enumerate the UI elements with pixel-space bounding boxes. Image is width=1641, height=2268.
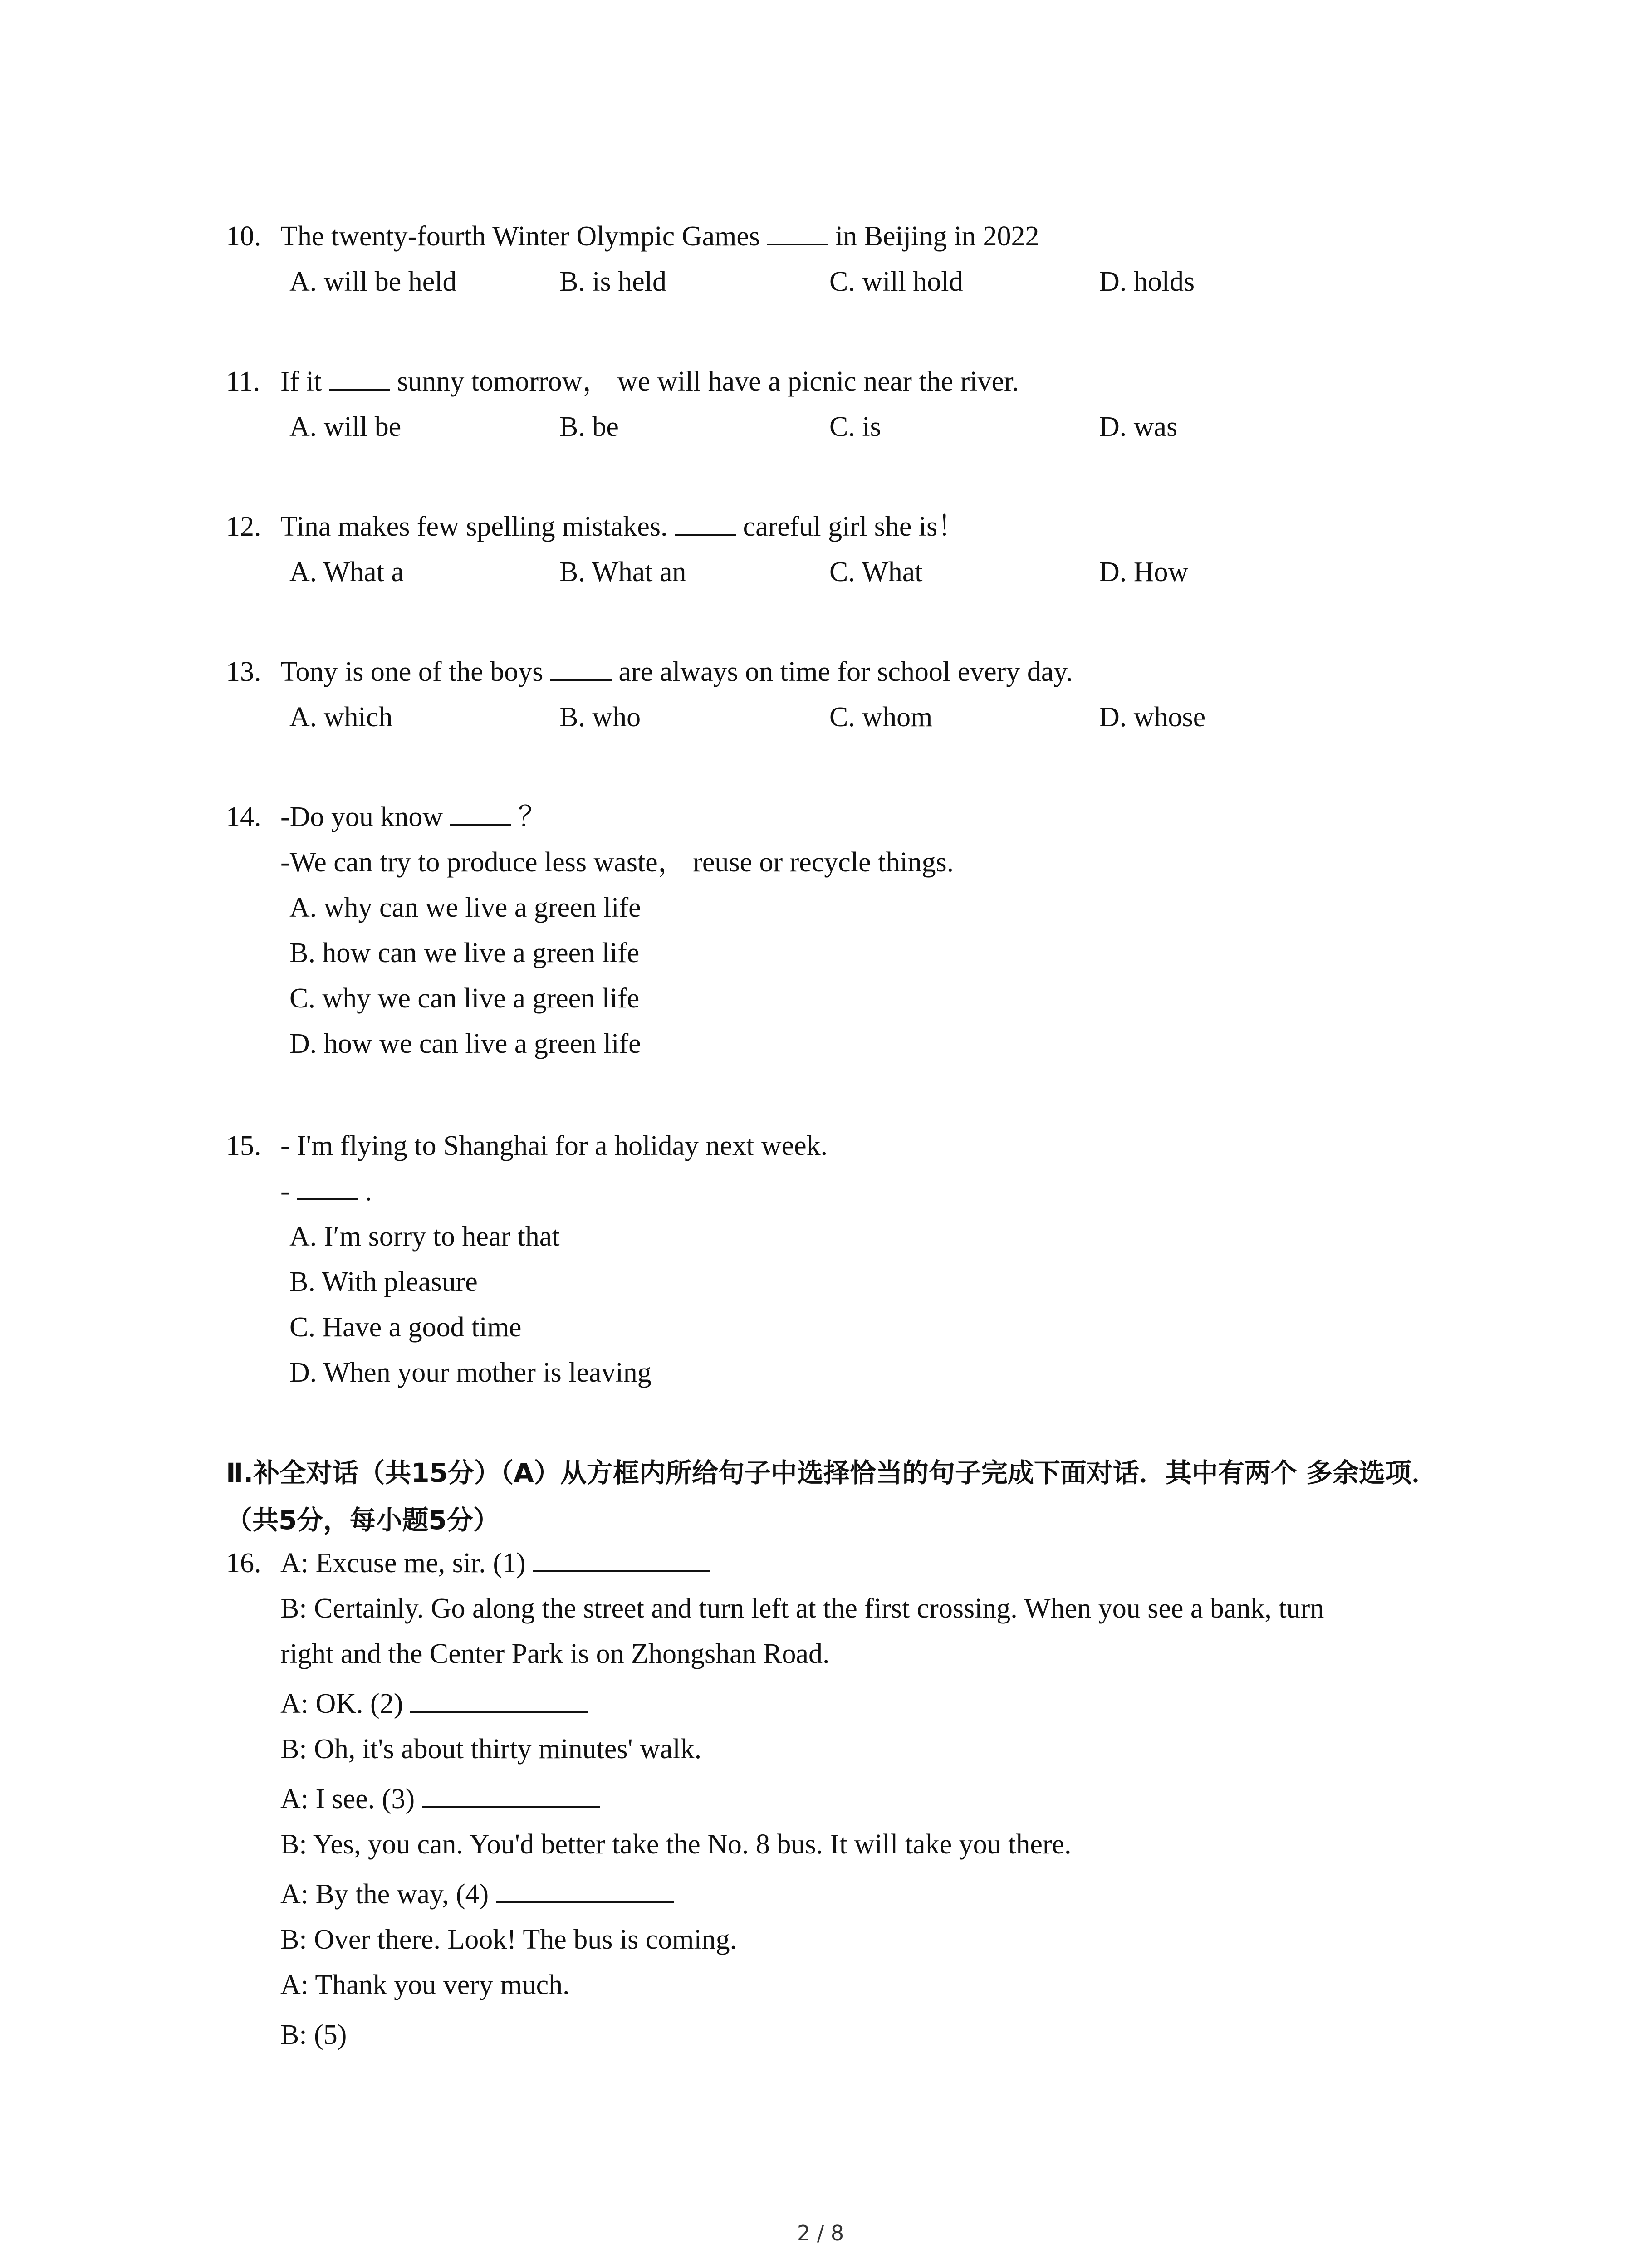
answer-blank bbox=[422, 1806, 600, 1808]
question-stem: - I'm flying to Shanghai for a holiday next week. bbox=[280, 1130, 828, 1161]
option-d: D. When your mother is leaving bbox=[289, 1357, 652, 1388]
dialogue-line: B: Yes, you can. You'd better take the No. 8 bus. It will take you there. bbox=[280, 1829, 1072, 1860]
question-number: 13. bbox=[226, 656, 261, 687]
dialogue-reply: -We can try to produce less waste， reuse or recycle things. bbox=[280, 847, 954, 878]
option-b: B. is held bbox=[559, 266, 666, 297]
answer-blank bbox=[450, 824, 511, 826]
stem-text: The twenty-fourth Winter Olympic Games bbox=[280, 221, 760, 252]
option-b: B. be bbox=[559, 411, 619, 442]
section-heading: Ⅱ.补全对话（共15分）（A）从方框内所给句子中选择恰当的句子完成下面对话．其中有两个 多余选项．（共5分，每小题5分） bbox=[226, 1457, 1438, 1535]
option-d: D. How bbox=[1099, 557, 1189, 587]
option-a: A. will be bbox=[289, 411, 402, 442]
option-c: C. whom bbox=[829, 702, 933, 733]
question-stem bbox=[280, 803, 546, 831]
option-a: A. I′m sorry to hear that bbox=[289, 1221, 560, 1252]
option-d: D. holds bbox=[1099, 266, 1195, 297]
option-b: B. who bbox=[559, 702, 641, 733]
stem-text: Tina makes few spelling mistakes. bbox=[280, 511, 668, 542]
question-number: 15. bbox=[226, 1130, 261, 1161]
dialogue-line: B: Certainly. Go along the street and turn left at the first crossing. When you see a bank, turn bbox=[280, 1593, 1324, 1624]
stem-text: sunny tomorrow， we will have a picnic near the river. bbox=[397, 366, 1019, 397]
option-a: A. why can we live a green life bbox=[289, 892, 641, 923]
question-stem bbox=[280, 367, 1019, 396]
dialogue-text: A: OK. (2) bbox=[280, 1688, 403, 1719]
dialogue-line bbox=[280, 1880, 674, 1908]
question-number: 10. bbox=[226, 221, 261, 252]
stem-text: - bbox=[280, 1176, 290, 1207]
dialogue-line: B: Oh, it's about thirty minutes' walk. bbox=[280, 1734, 702, 1765]
dialogue-text: A: Excuse me, sir. (1) bbox=[280, 1548, 526, 1579]
answer-blank bbox=[329, 389, 390, 391]
option-c: C. is bbox=[829, 411, 881, 442]
stem-text: in Beijing in 2022 bbox=[835, 221, 1039, 252]
option-a: A. What a bbox=[289, 557, 404, 587]
dialogue-line: B: Over there. Look! The bus is coming. bbox=[280, 1924, 737, 1955]
dialogue-text: A: I see. (3) bbox=[280, 1784, 415, 1814]
dialogue-reply bbox=[280, 1177, 372, 1205]
question-number: 14. bbox=[226, 802, 261, 832]
option-c: C. why we can live a green life bbox=[289, 983, 640, 1014]
question-stem bbox=[280, 222, 1039, 250]
question-number: 12. bbox=[226, 511, 261, 542]
dialogue-line bbox=[280, 1785, 600, 1813]
dialogue-line bbox=[280, 1549, 710, 1577]
question-number: 16. bbox=[226, 1548, 261, 1579]
option-c: C. What bbox=[829, 557, 923, 587]
option-d: D. whose bbox=[1099, 702, 1206, 733]
stem-text: -Do you know bbox=[280, 802, 443, 832]
question-stem bbox=[280, 658, 1073, 686]
option-d: D. how we can live a green life bbox=[289, 1028, 641, 1059]
option-a: A. will be held bbox=[289, 266, 457, 297]
stem-text: ？ bbox=[518, 802, 547, 832]
option-b: B. What an bbox=[559, 557, 686, 587]
answer-blank bbox=[297, 1198, 358, 1200]
stem-text: careful girl she is！ bbox=[743, 511, 966, 542]
option-d: D. was bbox=[1099, 411, 1178, 442]
dialogue-line: B: (5) bbox=[280, 2019, 347, 2050]
option-c: C. Have a good time bbox=[289, 1312, 522, 1343]
dialogue-line: A: Thank you very much. bbox=[280, 1970, 570, 2000]
stem-text: are always on time for school every day. bbox=[618, 656, 1073, 687]
answer-blank bbox=[533, 1570, 710, 1572]
question-number: 11. bbox=[226, 366, 260, 397]
option-c: C. will hold bbox=[829, 266, 963, 297]
answer-blank bbox=[410, 1711, 588, 1713]
dialogue-line: right and the Center Park is on Zhongshan Road. bbox=[280, 1638, 830, 1669]
question-stem bbox=[280, 513, 965, 541]
option-b: B. how can we live a green life bbox=[289, 938, 640, 968]
stem-text: Tony is one of the boys bbox=[280, 656, 544, 687]
answer-blank bbox=[496, 1901, 674, 1903]
answer-blank bbox=[767, 244, 828, 245]
page-number: 2 / 8 bbox=[797, 2221, 844, 2245]
option-a: A. which bbox=[289, 702, 393, 733]
dialogue-text: A: By the way, (4) bbox=[280, 1879, 489, 1910]
stem-text: If it bbox=[280, 366, 322, 397]
option-b: B. With pleasure bbox=[289, 1266, 478, 1297]
stem-text: . bbox=[365, 1176, 372, 1207]
answer-blank bbox=[675, 534, 736, 536]
dialogue-line bbox=[280, 1690, 588, 1718]
answer-blank bbox=[550, 679, 612, 681]
